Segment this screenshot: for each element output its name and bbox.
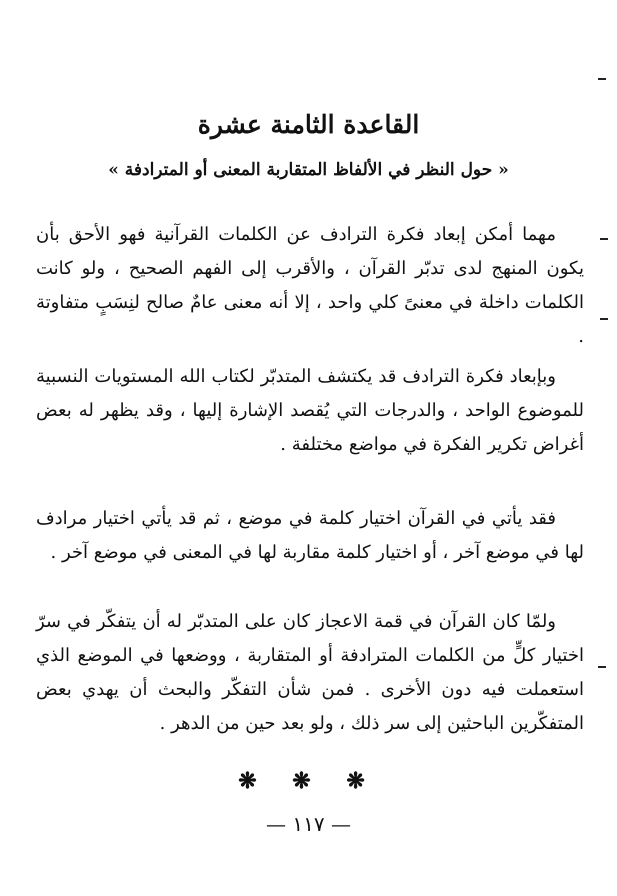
margin-mark xyxy=(600,318,608,320)
margin-mark xyxy=(600,238,608,240)
paragraph-4: ولمّا كان القرآن في قمة الاعجاز كان على المتدبّر له أن يتفكّر في سرّ اختيار كلٍّ من الكلمات المترادفة أو المتقاربة ، ووضعها في الموضع الذي استعملت فيه دون الأخرى . فمن شأن التفكّر والبحث أن يهدي بعض المتفكّرين الباحثين إلى سر ذلك ، ولو بعد حين من الدهر . xyxy=(36,611,584,734)
page-number: — ١١٧ — xyxy=(266,812,351,836)
paragraph-3: فقد يأتي في القرآن اختيار كلمة في موضع ، ثم قد يأتي اختيار مرادف لها في موضع آخر ، أو اختيار كلمة مقاربة لها في المعنى في موضع آخر . xyxy=(36,508,584,563)
section-separator: ❋ ❋ ❋ xyxy=(238,768,379,794)
chapter-subtitle: « حول النظر في الألفاظ المتقاربة المعنى أو المترادفة » xyxy=(108,160,509,180)
chapter-title: القاعدة الثامنة عشرة xyxy=(197,110,420,139)
margin-mark xyxy=(598,78,606,80)
paragraph-2: وبإبعاد فكرة الترادف قد يكتشف المتدبّر لكتاب الله المستويات النسبية للموضوع الواحد ، والدرجات التي يُقصد الإشارة إليها ، وقد يظهر له بعض أغراض تكرير الفكرة في مواضع مختلفة . xyxy=(36,366,584,455)
margin-mark xyxy=(598,666,606,668)
paragraph-1: مهما أمكن إبعاد فكرة الترادف عن الكلمات القرآنية فهو الأحق بأن يكون المنهج لدى تدبّر القرآن ، والأقرب إلى الفهم الصحيح ، ولو كانت الكلمات داخلة في معنىً كلي واحد ، إلا أنه معنى عامٌ صالح لنِسَبٍ متفاوتة . xyxy=(36,224,584,347)
